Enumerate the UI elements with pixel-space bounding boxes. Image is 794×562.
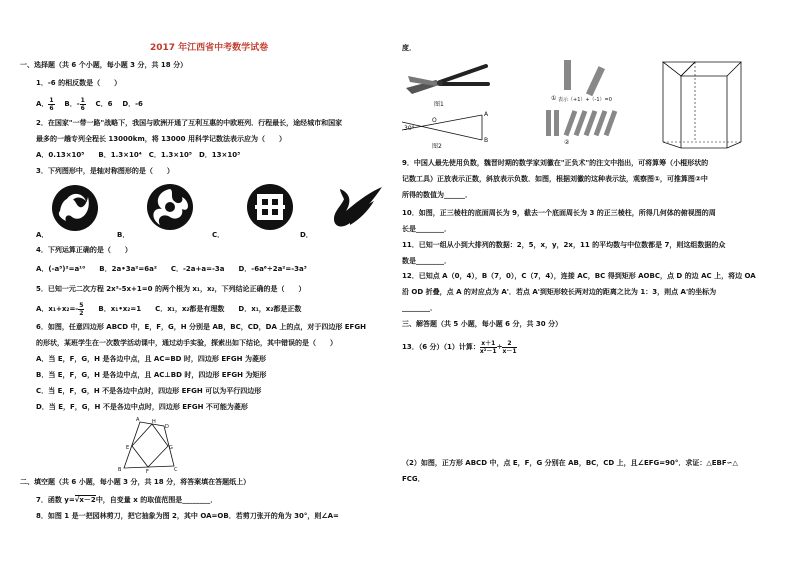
q3-stem: 3．下列图形中，是轴对称图形的是（ ） [36,167,174,175]
page-title: 2017 年江西省中考数学试卷 [150,43,269,53]
q9-line3: 所得的数值为______． [402,191,472,199]
q5-option-a-label: A．x₁+x₂=- [36,305,79,313]
q8-label-A: A [484,111,489,118]
q6-label-A: A [136,417,140,423]
q7-radicand: x－2 [79,496,96,504]
q9-fig-caption: 表示（+1）+（-1）=0 [558,97,612,103]
q3-label-c: C． [212,231,225,239]
q13-part2-line2: FCG． [402,475,425,483]
q10-line1: 10．如图，正三棱柱的底面周长为 9，截去一个底面周长为 3 的正三棱柱，所得几何体的俯视图的周 [402,209,716,217]
q1-options [36,95,143,113]
section-3-heading: 三、解答题（共 5 小题，每小题 6 分，共 30 分） [402,320,563,328]
q8-label-O: O [432,117,437,124]
q6-label-G: G [169,445,173,451]
q6-label-H: H [152,419,156,425]
q1-option-c: C．6 [95,100,113,108]
q4-options: A．(-a⁵)²=a¹⁰ B．2a•3a²=6a² C．-2a+a=-3a D．-6a⁶÷2a²=-3a³ [36,265,307,273]
q6-label-E: E [126,445,130,451]
q8-figures [402,60,497,160]
q3-label-d: D． [300,231,313,239]
q12-line1: 12．已知点 A（0，4），B（7，0），C（7，4），连接 AC，BC 得到矩形 AOBC，点 D 的边 AC 上，将边 OA [402,272,756,280]
q1-stem: 1．-6 的相反数是（ ） [36,79,122,87]
q10-line2: 长是________． [402,225,451,233]
q9-line1: 9．中国人最先使用负数，魏晋时期的数学家刘徽在"正负术"的注文中指出，可将算筹（小棍形状的 [402,159,709,167]
q6-option-b: B．当 E，F，G，H 是各边中点，且 AC⊥BD 时，四边形 EFGH 为矩形 [36,371,267,379]
q13-part1 [402,337,517,357]
q9-circle-1: ① [551,95,557,102]
q3-label-b: B． [117,231,130,239]
q8-angle-label: 30° [404,125,415,132]
q11-line1: 11．已知一组从小到大排列的数据：2，5，x，y，2x，11 的平均数与中位数都是 7，则这组数据的众 [402,241,726,249]
q6-label-C: C [174,467,178,473]
q6-option-d: D．当 E，F，G，H 不是各边中点时，四边形 EFGH 不可能为菱形 [36,403,248,411]
q6-label-B: B [118,467,122,473]
q13-part1-label: 13．（6 分）（1）计算： [402,343,480,351]
q3-figures [50,183,390,233]
q5-option-a-fraction: $\frac{5}{2}$ [79,301,84,317]
q9-line2: 记数工具）正放表示正数，斜放表示负数．如图，根据刘徽的这种表示法，观察图①，可推算图②中 [402,175,708,183]
q2-line2: 最多的一趟专列全程长 13000km，将 13000 用科学记数法表示应为（ ） [36,135,286,143]
q5-other-options: B．x₁•x₂=1 C．x₁，x₂都是有理数 D．x₁，x₂都是正数 [84,305,302,313]
q8-label-B: B [484,137,489,144]
q9-circle-2: ② [564,139,570,146]
q11-line2: 数是________． [402,257,451,265]
q13-part2-line1: （2）如图，正方形 ABCD 中，点 E，F，G 分别在 AB，BC，CD 上，且∠EFG=90°．求证：△EBF∽△ [402,459,738,467]
garden-shears-icon [406,66,488,94]
triangular-prism-figure [655,52,755,152]
q8-continuation: 度． [402,44,416,52]
q6-label-D: D [165,424,169,430]
q8-fig2-caption: 图2 [432,143,442,150]
q3-label-a: A． [36,231,49,239]
swoosh-logo-icon [334,187,382,226]
q5-options [36,300,301,318]
bank-logo-icon [247,184,293,230]
q8-fig1-caption: 图1 [434,101,444,108]
q1-option-d: D．-6 [122,100,143,108]
section-2-heading: 二、填空题（共 6 小题，每小题 3 分，共 18 分，将答案填在答题纸上） [20,478,251,486]
q6-option-a: A．当 E，F，G，H 是各边中点，且 AC=BD 时，四边形 EFGH 为菱形 [36,355,266,363]
q8-line1: 8．如图 1 是一把园林剪刀，把它抽象为图 2，其中 OA=OB．若剪刀张开的角为 30°，则∠A= [36,512,339,520]
q1-option-a-label: A． [36,100,49,108]
q1-option-a-fraction: $\frac{1}{6}$ [49,96,54,112]
section-1-heading: 一、选择题（共 6 个小题，每小题 3 分，共 18 分） [20,61,188,69]
q5-stem: 5．已知一元二次方程 2x²-5x+1=0 的两个根为 x₁，x₂，下列结论正确的是（ ） [36,285,306,293]
q1-option-b-label: B．- [64,100,80,108]
q7-line: 7．函数 y=√x－2中，自变量 x 的取值范围是________． [36,496,218,504]
q2-line1: 2．在国家"一带一路"战略下，我国与欧洲开通了互利互惠的中欧班列．行程最长，途经城市和国家 [36,119,343,127]
q4-stem: 4．下列运算正确的是（ ） [36,246,132,254]
q6-option-c: C．当 E，F，G，H 不是各边中点时，四边形 EFGH 可以为平行四边形 [36,387,262,395]
swirl-logo-icon [52,185,98,231]
q6-line1: 6．如图，任意四边形 ABCD 中，E，F，G，H 分别是 AB，BC，CD，DA 上的点，对于四边形 EFGH [36,323,366,331]
q2-options: A．0.13×10⁵ B．1.3×10⁴ C．1.3×10⁵ D．13×10³ [36,151,241,159]
q1-option-b-fraction: $\frac{1}{6}$ [80,96,85,112]
q6-line2: 的形状，某班学生在一次数学活动课中，通过动手实验，探索出如下结论，其中错误的是（ ） [36,339,337,347]
q13-operator: ÷ [496,343,503,351]
q13-fraction-1: $\frac{x+1}{\text{x²－1}}$ [479,339,497,355]
counting-rods-figure [540,58,620,153]
q13-fraction-2: $\frac{2}{x-1}$ [502,339,517,355]
q12-line3: ________． [402,304,437,312]
q6-label-F: F [146,469,149,475]
q12-line2: 沿 OD 折叠，点 A 的对应点为 A'．若点 A'到矩形较长两对边的距离之比为 1：3，则点 A'的坐标为 [402,288,717,296]
spiral-logo-icon [147,184,193,230]
